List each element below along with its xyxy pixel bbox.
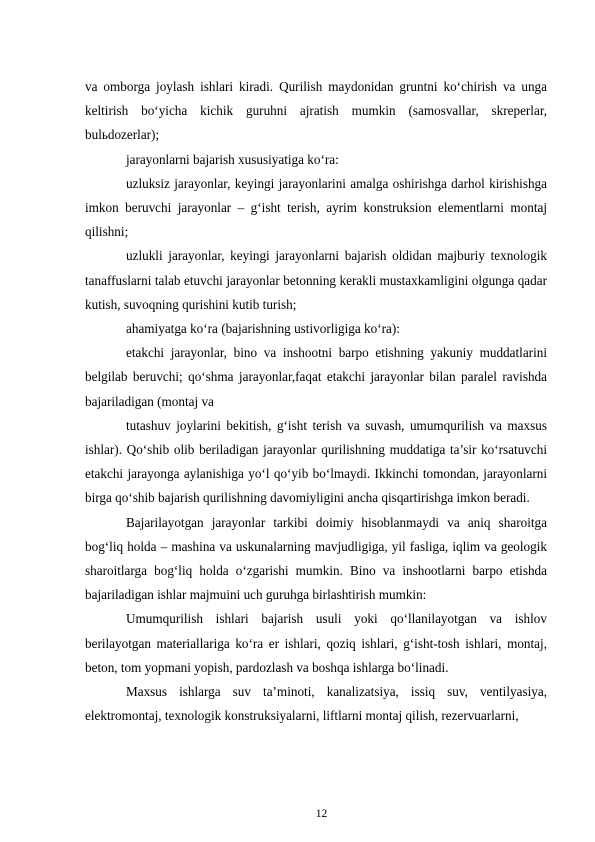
page-number — [0, 808, 595, 820]
paragraph-8: Bajarilayotgan jarayonlar tarkibi doimiy hisoblanmaydi va aniq sharoitga bog‘liq holda – mashina va uskunalarning mavjudligiga, yil fasliga, iqlim va geologik sharoitlarga bog‘liq holda o‘zgarishi mumkin. Bino va inshootlarni barpo etishda bajariladigan ishlar majmuini uch guruhga birlashtirish mumkin: — [85, 514, 547, 603]
document-page — [85, 75, 547, 728]
paragraph-10: Maxsus ishlarga suv ta’minoti, kanalizatsiya, issiq suv, ventilyasiya, elektromontaj, texnologik konstruksiyalarni, liftlarni montaj qilish, rezervuarlarni, — [85, 684, 547, 724]
paragraph-9: Umumqurilish ishlari bajarish usuli yoki qo‘llanilayotgan va ishlov berilayotgan materiallariga ko‘ra er ishlari, qoziq ishlari, g‘isht-tosh ishlari, montaj, beton, tom yopmani yopish, pardozlash va boshqa ishlarga bo‘linadi. — [85, 611, 547, 675]
paragraph-2: jarayonlarni bajarish xususiyatiga ko‘ra: — [126, 151, 339, 167]
paragraph-6: etakchi jarayonlar, bino va inshootni barpo etishning yakuniy muddatlarini belgilab beruvchi; qo‘shma jarayonlar,faqat etakchi jarayonlar bilan paralel ravishda bajariladigan (montaj va — [85, 345, 547, 409]
page-number-text: 12 — [315, 808, 328, 820]
paragraph-7: tutashuv joylarini bekitish, g‘isht terish va suvash, umumqurilish va maxsus ishlar). Qo‘shib olib beriladigan jarayonlar qurilishning muddatiga ta’sir ko‘rsatuvchi etakchi jarayonga aylanishiga yo‘l qo‘yib bo‘lmaydi. Ikkinchi tomondan, jarayonlarni birga qo‘shib bajarish qurilishning davomiyligini ancha qisqartirishga imkon beradi. — [85, 417, 547, 506]
paragraph-5: ahamiyatga ko‘ra (bajarishning ustivorligiga ko‘ra): — [126, 321, 400, 337]
paragraph-3: uzluksiz jarayonlar, keyingi jarayonlarini amalga oshirishga darhol kirishishga imkon beruvchi jarayonlar – g‘isht terish, ayrim konstruksion elementlarni montaj qilishni; — [85, 175, 547, 240]
paragraph-1: va omborga joylash ishlari kiradi. Qurilish maydonidan gruntni ko‘chirish va unga keltirish bo‘yicha kichik guruhni ajratish mumkin (samosvallar, skreperlar, bulьdozerlar); — [85, 79, 547, 143]
paragraph-4: uzlukli jarayonlar, keyingi jarayonlarni bajarish oldidan majburiy texnologik tanaffuslarni talab etuvchi jarayonlar betonning kerakli mustaxkamligini olgunga qadar kutish, suvoqning qurishini kutib turish; — [85, 248, 547, 312]
